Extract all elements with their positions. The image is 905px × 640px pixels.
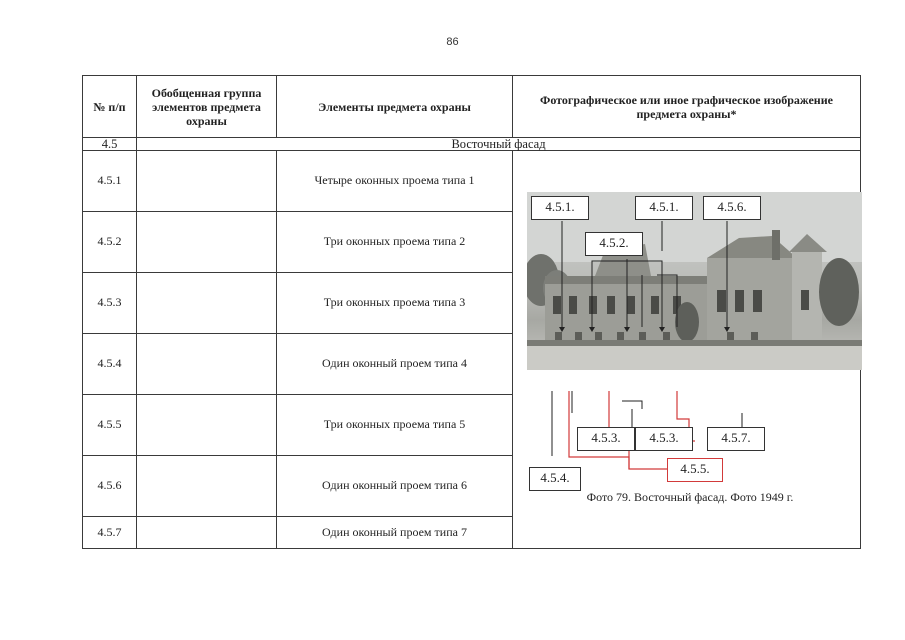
row-num: 4.5.4: [83, 333, 137, 394]
row-group: [137, 211, 277, 272]
callout-4-5-5: 4.5.5.: [667, 458, 723, 482]
callout-4-5-4: 4.5.4.: [529, 467, 581, 491]
row-element: Один оконный проем типа 4: [277, 333, 513, 394]
row-num: 4.5.6: [83, 455, 137, 516]
callout-4-5-1-a: 4.5.1.: [531, 196, 589, 220]
section-row: [83, 138, 861, 151]
facade-figure: [517, 151, 863, 548]
photo-cell: [513, 151, 861, 549]
row-group: [137, 151, 277, 212]
row-group: [137, 394, 277, 455]
section-num: 4.5: [83, 138, 137, 151]
row-element: Три оконных проема типа 2: [277, 211, 513, 272]
section-title: Восточный фасад: [137, 138, 861, 151]
header-image: Фотографическое или иное графическое изображение предмета охраны*: [513, 76, 861, 138]
callout-4-5-2: 4.5.2.: [585, 232, 643, 256]
callout-4-5-1-b: 4.5.1.: [635, 196, 693, 220]
row-num: 4.5.5: [83, 394, 137, 455]
row-element: Три оконных проема типа 5: [277, 394, 513, 455]
header-num: № п/п: [83, 76, 137, 138]
header-elements: Элементы предмета охраны: [277, 76, 513, 138]
row-num: 4.5.3: [83, 272, 137, 333]
row-num: 4.5.2: [83, 211, 137, 272]
row-element: Один оконный проем типа 6: [277, 455, 513, 516]
row-group: [137, 516, 277, 548]
table-row: [83, 151, 861, 212]
callout-4-5-3-a: 4.5.3.: [577, 427, 635, 451]
table-header-row: [83, 76, 861, 138]
callout-4-5-7: 4.5.7.: [707, 427, 765, 451]
photo-caption: Фото 79. Восточный фасад. Фото 1949 г.: [586, 490, 794, 504]
row-group: [137, 272, 277, 333]
header-group: Обобщенная группа элементов предмета охраны: [137, 76, 277, 138]
row-element: Три оконных проема типа 3: [277, 272, 513, 333]
row-num: 4.5.7: [83, 516, 137, 548]
callout-4-5-6: 4.5.6.: [703, 196, 761, 220]
row-element: Четыре оконных проема типа 1: [277, 151, 513, 212]
row-element: Один оконный проем типа 7: [277, 516, 513, 548]
protection-elements-table: [82, 75, 861, 549]
row-group: [137, 455, 277, 516]
callout-4-5-3-b: 4.5.3.: [635, 427, 693, 451]
row-num: 4.5.1: [83, 151, 137, 212]
row-group: [137, 333, 277, 394]
page-number: 86: [446, 36, 459, 48]
